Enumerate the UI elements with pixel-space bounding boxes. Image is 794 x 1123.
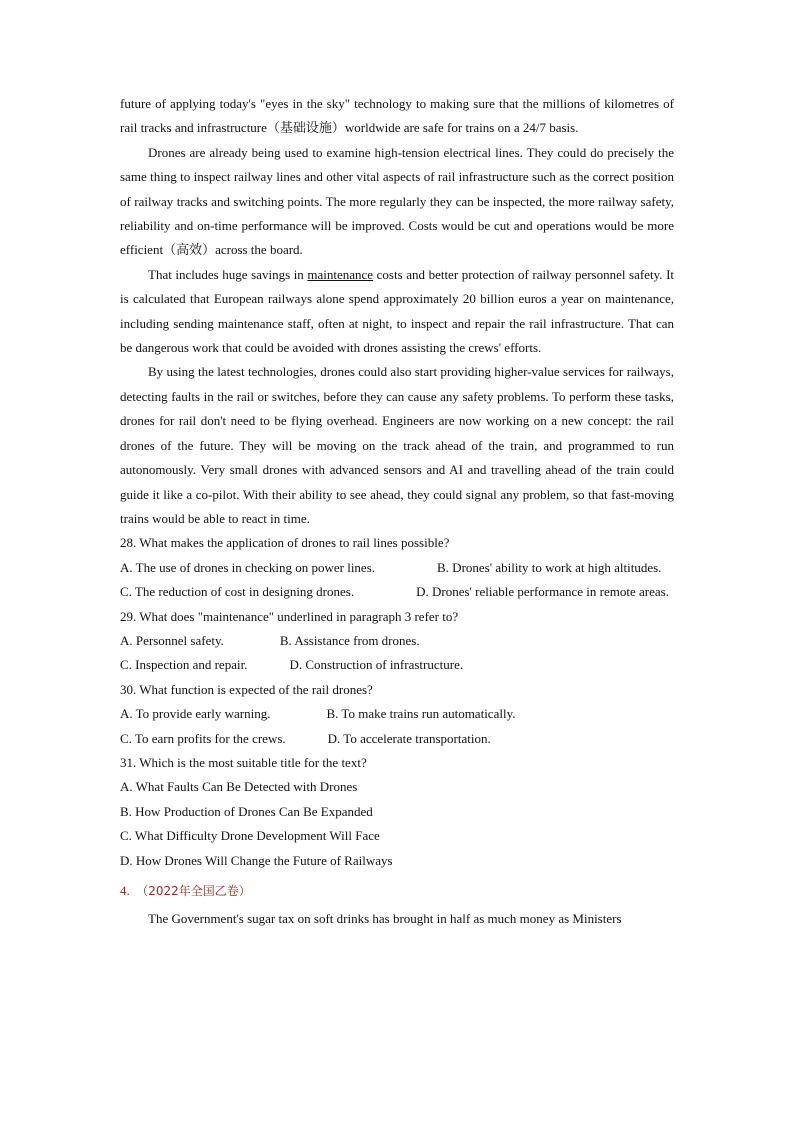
question-30-option-d: D. To accelerate transportation. (327, 730, 491, 746)
question-28-option-a: A. The use of drones in checking on power lines. (120, 559, 376, 575)
question-31-option-d: D. How Drones Will Change the Future of Railways (120, 852, 393, 868)
section-4-heading (120, 879, 674, 903)
document-page (120, 92, 674, 932)
passage-paragraph-rail-drones: By using the latest technologies, drones could also start providing higher-value services for railways, detecting faults in the rail or switches, before they can cause any safety problems. To perform these tasks, drones for rail don't need to be flying overhead. Engineers are now working on a new concept: the rail drones of the future. They will be moving on the track ahead of the train, and programmed to run autonomously. Very small drones with advanced sensors and AI and travelling ahead of the train could guide it like a co-pilot. With their ability to see ahead, they could signal any problem, so that fast-moving trains would be able to react in time. (120, 364, 674, 526)
question-30-stem: 30. What function is expected of the rail drones? (120, 681, 373, 697)
question-29-options-ab (120, 629, 674, 653)
section-4-source: （2022年全国乙卷） (136, 884, 251, 898)
passage-paragraph-drones-inspection: Drones are already being used to examine high-tension electrical lines. They could do precisely the same thing to inspect railway lines and other vital aspects of rail infrastructure such as the correct position of railway tracks and switching points. The more regularly they can be inspected, the more railway safety, reliability and on-time performance will be improved. Costs would be cut and operations would be more efficient（高效）across the board. (120, 144, 674, 258)
question-29-options-cd (120, 653, 674, 677)
question-28-stem: 28. What makes the application of drones to rail lines possible? (120, 535, 450, 551)
question-30-options-cd (120, 727, 674, 751)
question-30-option-c: C. To earn profits for the crews. (120, 730, 286, 746)
question-31-option-c: C. What Difficulty Drone Development Will Face (120, 828, 380, 844)
question-30-option-a: A. To provide early warning. (120, 706, 271, 722)
question-29-option-d: D. Construction of infrastructure. (289, 657, 464, 673)
question-31-option-b: B. How Production of Drones Can Be Expanded (120, 803, 373, 819)
question-30-options-ab (120, 702, 674, 726)
question-30-option-b: B. To make trains run automatically. (326, 706, 516, 722)
section-4-number: 4. (120, 883, 130, 898)
question-31-option-a: A. What Faults Can Be Detected with Drones (120, 779, 358, 795)
question-28-option-b: B. Drones' ability to work at high altitudes. (437, 559, 662, 575)
maintenance-underlined-word: maintenance (307, 266, 374, 282)
question-29-option-c: C. Inspection and repair. (120, 657, 248, 673)
question-28-option-c: C. The reduction of cost in designing drones. (120, 584, 355, 600)
question-28-options-cd (120, 580, 674, 604)
section-4-first-line: The Government's sugar tax on soft drinks has brought in half as much money as Ministers (148, 911, 622, 927)
passage-paragraph-maintenance (120, 263, 674, 361)
question-28-option-d: D. Drones' reliable performance in remote areas. (416, 584, 669, 600)
question-31-stem: 31. Which is the most suitable title for the text? (120, 754, 367, 770)
question-29-option-a: A. Personnel safety. (120, 632, 224, 648)
question-28-options-ab (120, 556, 674, 580)
maintenance-text-before: That includes huge savings in (148, 266, 304, 282)
question-29-option-b: B. Assistance from drones. (279, 632, 420, 648)
maintenance-text-after: costs and better protection of railway personnel safety. It is calculated that European railways alone spend approximately 20 billion euros a year on maintenance, including sending maintenance staff, often at night, to inspect and repair the rail infrastructure. That can be dangerous work that could be avoided with drones assisting the crews' efforts. (120, 266, 675, 356)
passage-paragraph-continuation: future of applying today's "eyes in the sky" technology to making sure that the millions of kilometres of rail tracks and infrastructure（基础设施）worldwide are safe for trains on a 24/7 basis. (120, 96, 674, 136)
question-29-stem: 29. What does "maintenance" underlined in paragraph 3 refer to? (120, 608, 459, 624)
